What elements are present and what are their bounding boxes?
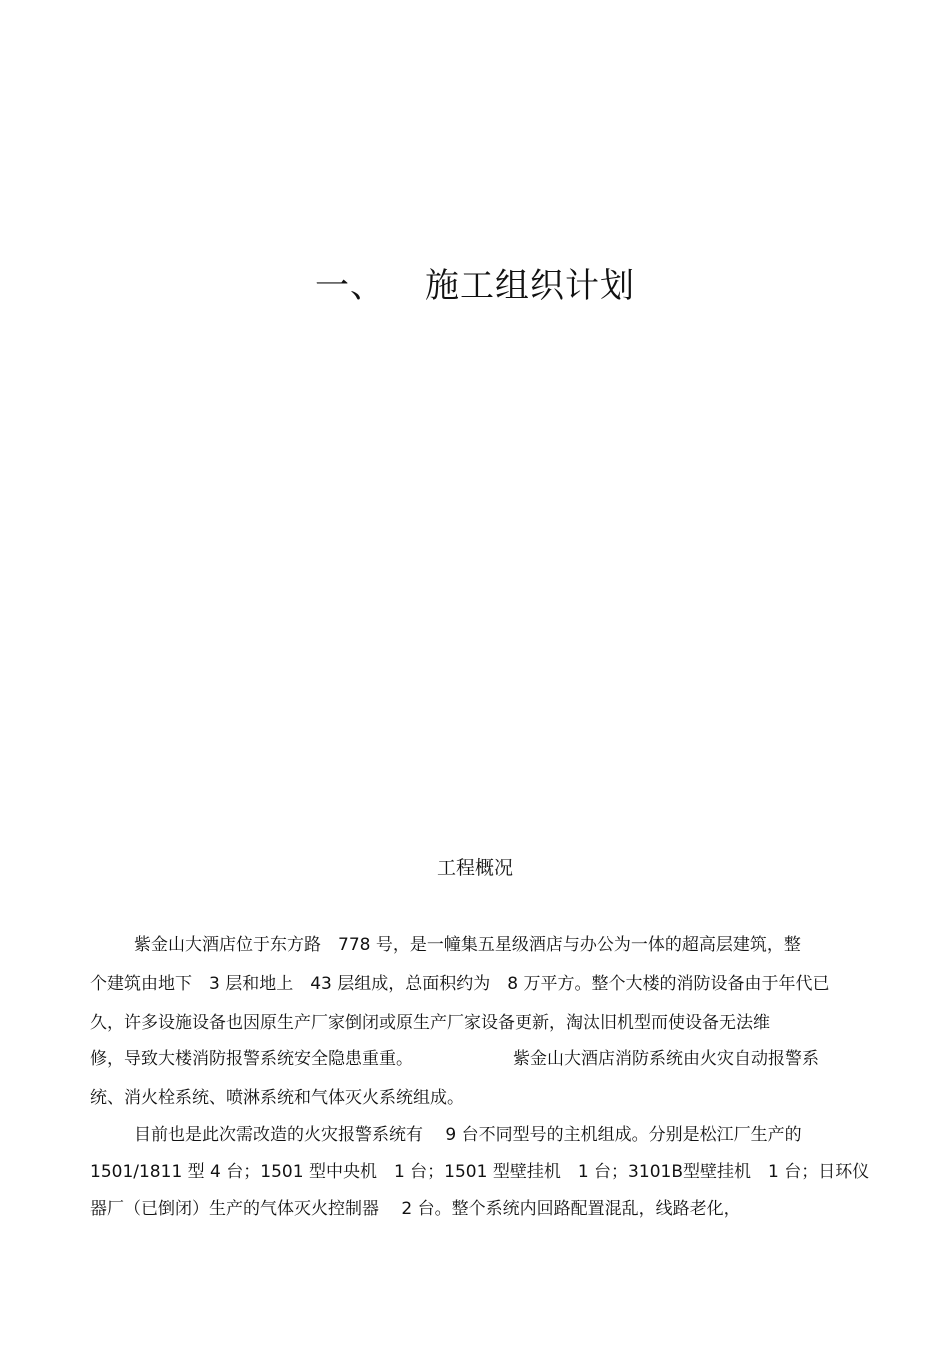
paragraph-line: 1501/1811 型 4 台；1501 型中央机 1 台；1501 型壁挂机 1 台；3101B型壁挂机 1 台；日环仪 — [90, 1162, 870, 1182]
paragraph-line: 个建筑由地下 3 层和地上 43 层组成，总面积约为 8 万平方。整个大楼的消防设备由于年代已 — [90, 974, 830, 994]
paragraph-line: 久，许多设施设备也因原生产厂家倒闭或原生产厂家设备更新，淘汰旧机型而使设备无法维 — [90, 1013, 770, 1033]
paragraph-line: 紫金山大酒店消防系统由火灾自动报警系 — [513, 1049, 819, 1069]
chapter-heading — [0, 258, 950, 307]
paragraph-line: 修，导致大楼消防报警系统安全隐患重重。 — [90, 1049, 413, 1069]
paragraph-line: 统、消火栓系统、喷淋系统和气体灭火系统组成。 — [90, 1088, 464, 1108]
section-title: 工程概况 — [436, 857, 513, 879]
chapter-title: 施工组织计划 — [425, 266, 635, 306]
paragraph-line: 紫金山大酒店位于东方路 778 号，是一幢集五星级酒店与办公为一体的超高层建筑，整 — [134, 935, 801, 955]
paragraph-line: 器厂（已倒闭）生产的气体灭火控制器 2 台。整个系统内回路配置混乱，线路老化， — [90, 1199, 741, 1219]
chapter-number: 一、 — [315, 266, 385, 306]
paragraph-line: 目前也是此次需改造的火灾报警系统有 9 台不同型号的主机组成。分别是松江厂生产的 — [134, 1125, 802, 1145]
